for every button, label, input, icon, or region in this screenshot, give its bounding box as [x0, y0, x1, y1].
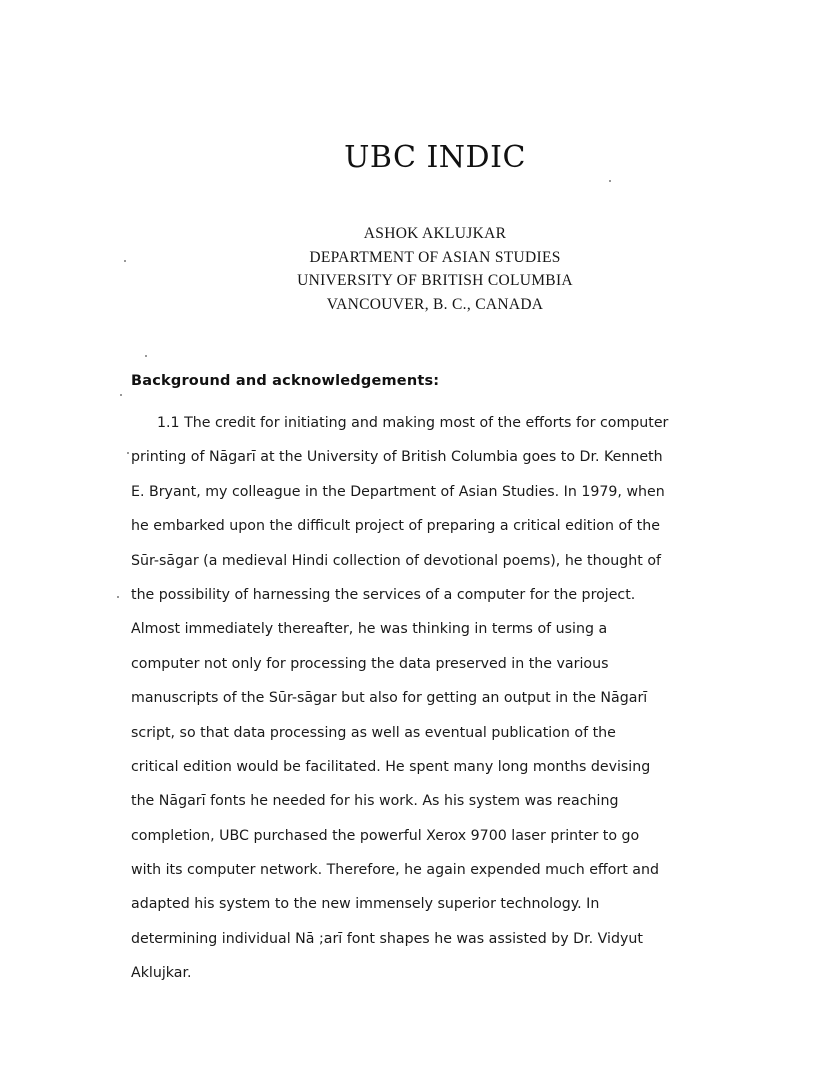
scan-speck	[145, 355, 147, 357]
paragraph-line: determining individual Nā ;arī font shapes he was assisted by Dr. Vidyut	[131, 930, 643, 947]
section-heading: Background and acknowledgements:	[131, 373, 440, 389]
author-department: DEPARTMENT OF ASIAN STUDIES	[309, 248, 561, 266]
paragraph-line: printing of Nāgarī at the University of British Columbia goes to Dr. Kenneth	[131, 449, 663, 466]
scan-speck	[609, 180, 611, 182]
paragraph-line: adapted his system to the new immensely superior technology. In	[131, 896, 600, 913]
author-location: VANCOUVER, B. C., CANADA	[326, 295, 544, 313]
paragraph-line: E. Bryant, my colleague in the Department of Asian Studies. In 1979, when	[131, 483, 665, 500]
paragraph-1-1	[131, 406, 731, 991]
paragraph-line: Sūr-sāgar (a medieval Hindi collection of devotional poems), he thought of	[131, 552, 662, 569]
paragraph-line: critical edition would be facilitated. He spent many long months devising	[131, 758, 651, 775]
paragraph-line: script, so that data processing as well as eventual publication of the	[131, 724, 616, 741]
paragraph-line: 1.1 The credit for initiating and making most of the efforts for computer	[157, 415, 669, 431]
scan-speck	[117, 596, 119, 598]
author-name: ASHOK AKLUJKAR	[363, 225, 507, 242]
scan-speck	[124, 260, 126, 262]
paragraph-line: the possibility of harnessing the services of a computer for the project.	[131, 586, 636, 603]
document-title: UBC INDIC	[344, 140, 526, 175]
paragraph-line: he embarked upon the difficult project of preparing a critical edition of the	[131, 518, 660, 535]
paragraph-line: computer not only for processing the data preserved in the various	[131, 655, 609, 672]
paragraph-line: Almost immediately thereafter, he was thinking in terms of using a	[131, 621, 608, 638]
paragraph-line: with its computer network. Therefore, he again expended much effort and	[131, 862, 659, 879]
author-block	[0, 222, 828, 316]
paragraph-line: manuscripts of the Sūr-sāgar but also for getting an output in the Nāgarī	[131, 690, 648, 707]
author-university: UNIVERSITY OF BRITISH COLUMBIA	[297, 272, 573, 289]
scan-speck	[127, 452, 129, 454]
paragraph-line: the Nāgarī fonts he needed for his work. As his system was reaching	[131, 793, 619, 810]
paragraph-line: Aklujkar.	[131, 965, 192, 982]
paragraph-line: completion, UBC purchased the powerful Xerox 9700 laser printer to go	[131, 827, 640, 844]
scan-speck	[120, 394, 122, 396]
